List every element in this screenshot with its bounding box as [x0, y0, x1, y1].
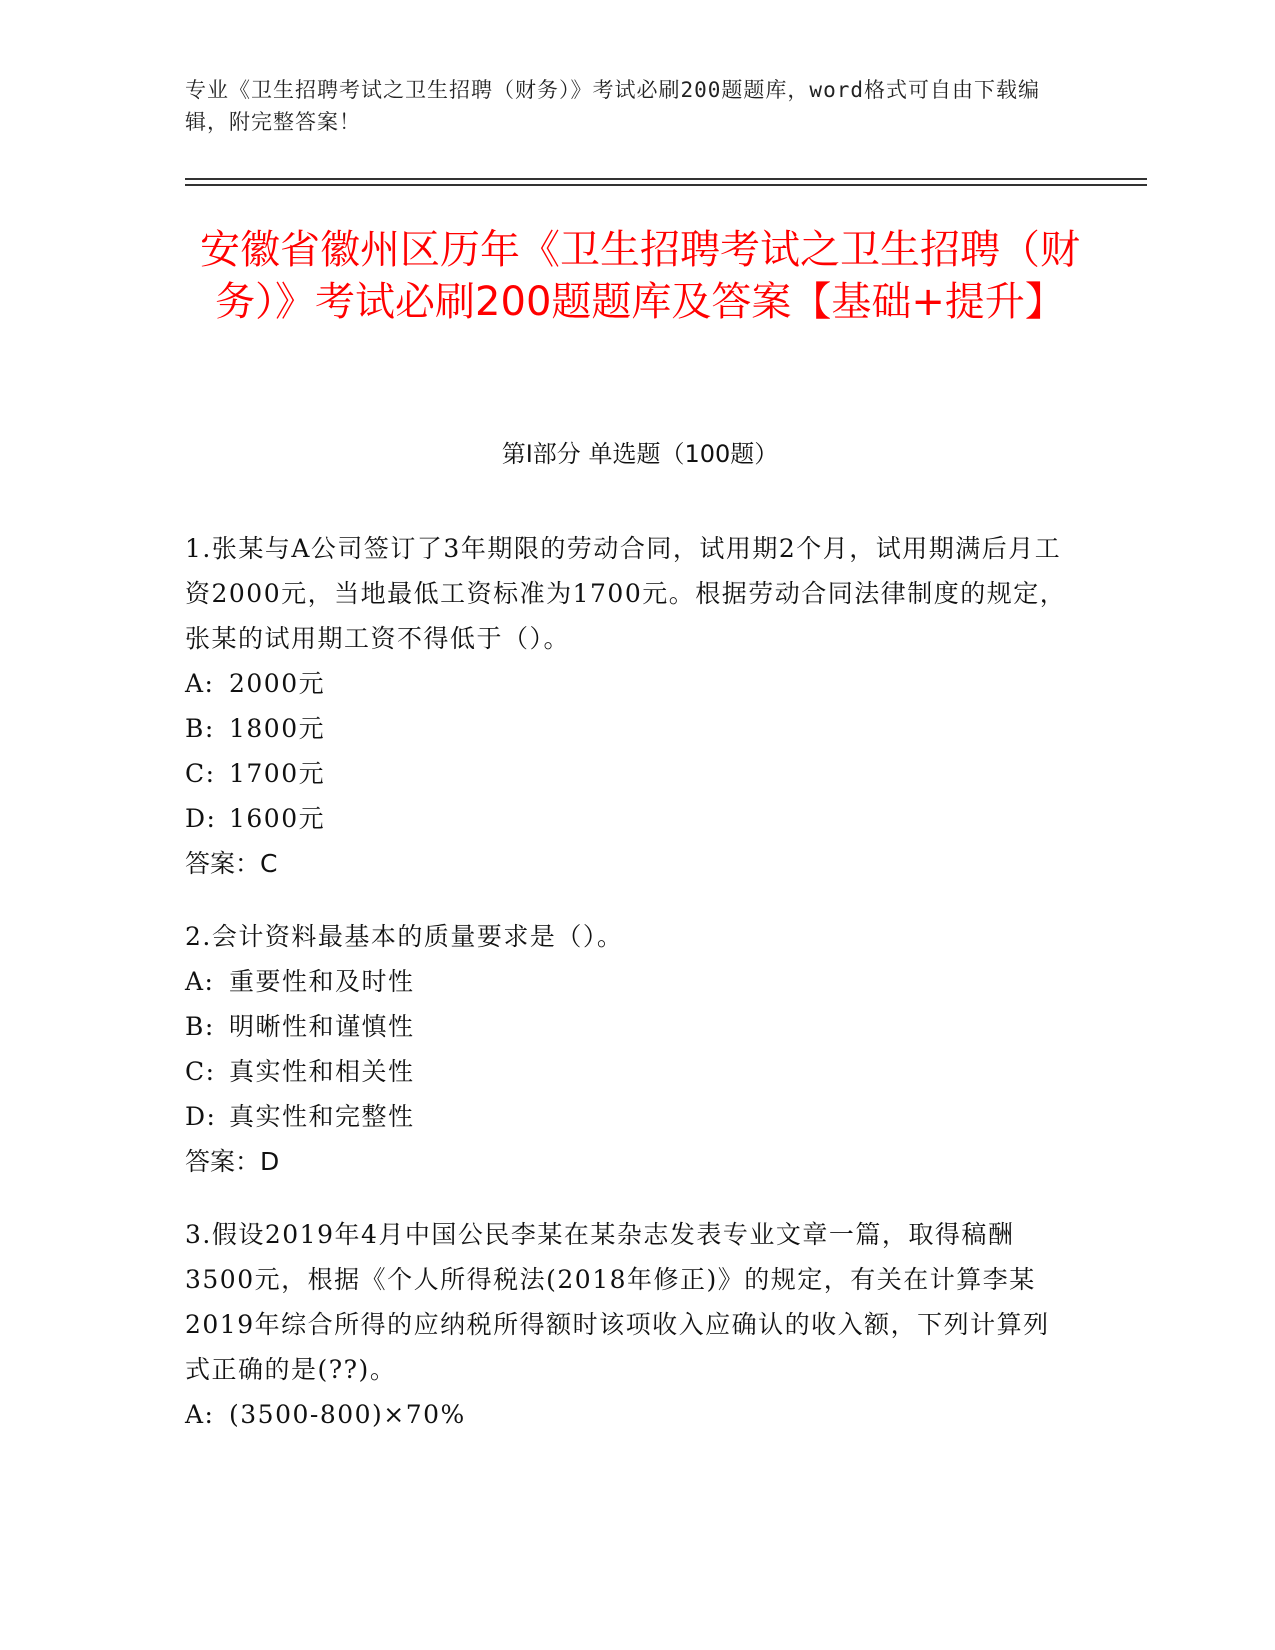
option-c	[185, 1049, 1075, 1094]
answer-line: 答案：C	[185, 849, 278, 878]
option-a	[185, 1392, 1075, 1437]
question-list	[185, 526, 1075, 1465]
option-c	[185, 751, 1075, 796]
option-text: 1700元	[229, 759, 326, 788]
option-key: B:	[185, 1012, 215, 1041]
option-a	[185, 661, 1075, 706]
document-title: 安徽省徽州区历年《卫生招聘考试之卫生招聘（财务）》考试必刷200题题库及答案【基础+提升】	[200, 227, 1080, 325]
option-text: 1600元	[229, 804, 326, 833]
option-text: 明晰性和谨慎性	[229, 1012, 415, 1041]
question-stem: 1.张某与A公司签订了3年期限的劳动合同，试用期2个月，试用期满后月工资2000元，当地最低工资标准为1700元。根据劳动合同法律制度的规定，张某的试用期工资不得低于（）。	[185, 534, 1067, 653]
option-text: 真实性和相关性	[229, 1057, 415, 1086]
option-key: C:	[185, 759, 216, 788]
option-key: A:	[185, 1400, 215, 1429]
option-text: 2000元	[229, 669, 326, 698]
option-text: 重要性和及时性	[229, 967, 415, 996]
option-b	[185, 1004, 1075, 1049]
header-rule-bottom	[185, 184, 1147, 186]
header-rule-top	[185, 178, 1147, 180]
question-3	[185, 1212, 1075, 1437]
option-b	[185, 706, 1075, 751]
option-d	[185, 796, 1075, 841]
question-1	[185, 526, 1075, 886]
option-key: A:	[185, 967, 215, 996]
option-text: 真实性和完整性	[229, 1102, 415, 1131]
question-2	[185, 914, 1075, 1184]
option-key: C:	[185, 1057, 216, 1086]
option-a	[185, 959, 1075, 1004]
option-key: A:	[185, 669, 215, 698]
option-key: B:	[185, 714, 215, 743]
option-key: D:	[185, 1102, 217, 1131]
answer-line: 答案：D	[185, 1147, 280, 1176]
question-stem: 2.会计资料最基本的质量要求是（）。	[185, 922, 624, 951]
option-key: D:	[185, 804, 217, 833]
header-note: 专业《卫生招聘考试之卫生招聘（财务）》考试必刷200题题库，word格式可自由下载编辑，附完整答案！	[185, 78, 1040, 134]
option-d	[185, 1094, 1075, 1139]
option-text: (3500-800)×70%	[229, 1400, 466, 1429]
option-text: 1800元	[229, 714, 326, 743]
section-title: 第Ⅰ部分 单选题（100题）	[501, 440, 779, 468]
question-stem: 3.假设2019年4月中国公民李某在某杂志发表专业文章一篇，取得稿酬3500元，根据《个人所得税法(2018年修正)》的规定，有关在计算李某2019年综合所得的应纳税所得额时该项收入应确认的收入额，下列计算列式正确的是(??)。	[185, 1220, 1050, 1384]
